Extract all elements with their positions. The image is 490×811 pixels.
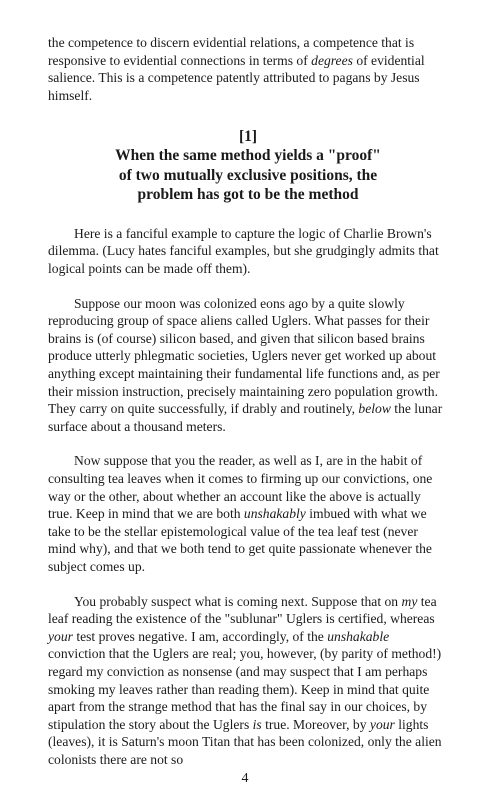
paragraph-uglers bbox=[48, 295, 448, 436]
emphasis-text: is bbox=[252, 716, 262, 732]
text-run: lights (leaves), it is Saturn's moon Titan that has been colonized, only the alien colonists there are not so bbox=[48, 716, 442, 767]
emphasis-text: degrees bbox=[311, 52, 353, 68]
section-heading bbox=[48, 146, 448, 205]
emphasis-text: your bbox=[369, 716, 395, 732]
emphasis-text: below bbox=[358, 401, 391, 417]
text-run: conviction that the Uglers are real; you, however, (by parity of method!) regard my conviction as nonsense (and may suspect that I am perhaps smoking my leaves rather than reading them). Keep in mind that quite apart from the strange method that has the final say in our choices, by stipulation the story about the Uglers bbox=[48, 646, 442, 732]
section-number: [1] bbox=[238, 128, 258, 146]
text-run: imbued with what we take to be the stellar epistemological value of the tea leaf test (never mind why), and that we both tend to get quite passionate whenever the subject comes up. bbox=[48, 506, 432, 574]
heading-line: problem has got to be the method bbox=[137, 186, 359, 204]
paragraph-tea-leaves bbox=[48, 452, 448, 575]
page-body bbox=[48, 34, 448, 769]
emphasis-text: my bbox=[401, 593, 418, 609]
text-run: the lunar surface about a thousand meters. bbox=[48, 401, 443, 434]
text-run: true. Moreover, by bbox=[261, 716, 370, 732]
text-run: test proves negative. I am, accordingly, of the bbox=[72, 628, 328, 644]
text-run: tea leaf reading the existence of the "sublunar" Uglers is certified, whereas bbox=[48, 593, 437, 627]
page-number: 4 bbox=[241, 771, 249, 786]
emphasis-text: your bbox=[48, 628, 73, 644]
text-run: Suppose our moon was colonized eons ago by a quite slowly reproducing group of space aliens called Uglers. What passes for their brains is (of course) silicon based, and given that silicon based brains produce utterly phlegmatic societies, Uglers never get worked up about anything except maintaining their fundamental life functions and, as per their mission instruction, precisely maintaining zero population growth. They carry on quite successfully, if drably and routinely, bbox=[48, 295, 440, 417]
emphasis-text: unshakable bbox=[327, 628, 390, 644]
heading-line: of two mutually exclusive positions, the bbox=[118, 166, 378, 184]
emphasis-text: unshakably bbox=[243, 506, 306, 522]
heading-line: When the same method yields a "proof" bbox=[115, 147, 381, 165]
text-run: You probably suspect what is coming next. Suppose that on bbox=[74, 593, 402, 609]
text-run: Now suppose that you the reader, as well as I, are in the habit of consulting tea leaves when it comes to firming up our convictions, one way or the other, about whether an account like the above is actually true. Keep in mind that we are both bbox=[48, 453, 433, 522]
text-run: of evidential salience. This is a competence patently attributed to pagans by Jesus himself. bbox=[48, 52, 425, 103]
paragraph-suspect bbox=[48, 593, 448, 769]
paragraph-fanciful-example: Here is a fanciful example to capture the logic of Charlie Brown's dilemma. (Lucy hates fanciful examples, but she grudgingly admits that logical points can be made off them). bbox=[48, 225, 439, 277]
paragraph-continuation bbox=[48, 34, 448, 104]
text-run: the competence to discern evidential relations, a competence that is responsive to evidential connections in terms of bbox=[48, 35, 415, 68]
